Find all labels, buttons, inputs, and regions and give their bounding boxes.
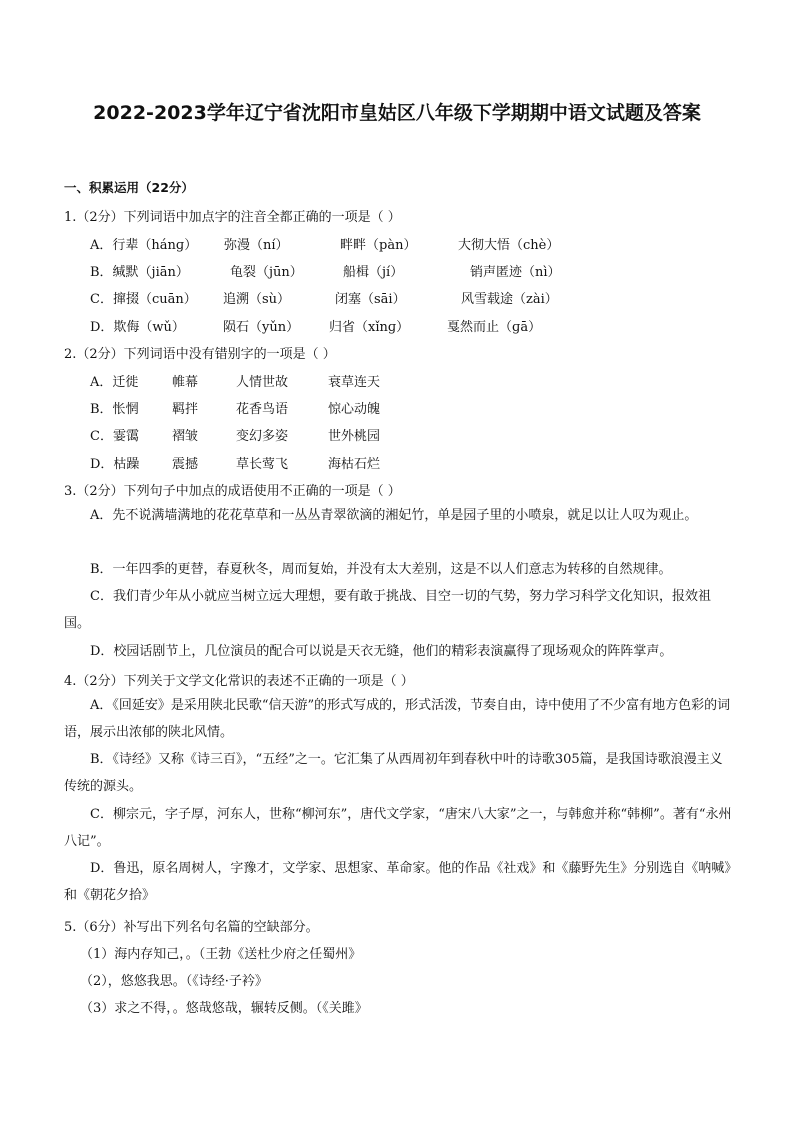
question-4-option-a: A．《回延安》是采用陕北民歌“信天游”的形式写成的，形式活泼，节奏自由，诗中使用了不少富有地方色彩的词语，展示出浓郁的陕北风情。 [64,698,731,740]
question-3-option-d: D．校园话剧节上，几位演员的配合可以说是天衣无缝，他们的精彩表演赢得了现场观众的阵阵掌声。 [90,644,673,659]
question-2-option-d: D．枯躁 震撼 草长莺飞 海枯石烂 [90,457,381,472]
question-1-stem: 1.（2分）下列词语中加点字的注音全都正确的一项是（ ） [64,210,401,225]
question-3-option-a: A．先不说满墙满地的花花草草和一丛丛青翠欲滴的湘妃竹，单是园子里的小喷泉，就足以让人叹为观止。 [90,508,698,523]
question-1-option-d: D．欺侮（wǔ） 陨石（yǔn） 归省（xǐnɡ） 戛然而止（ɡā） [90,320,542,335]
question-4-option-b: B．《诗经》又称《诗三百》，“五经”之一。它汇集了从西周初年到春秋中叶的诗歌305篇，是我国诗歌浪漫主义传统的源头。 [64,752,723,794]
question-4-option-d: D．鲁迅，原名周树人，字豫才，文学家、思想家、革命家。他的作品《社戏》和《藤野先生》分别选自《呐喊》和《朝花夕拾》 [64,861,731,903]
question-4-stem: 4.（2分）下列关于文学文化常识的表述不正确的一项是（ ） [64,674,414,689]
question-3-option-c: C．我们青少年从小就应当树立远大理想，要有敢于挑战、目空一切的气势，努力学习科学文化知识，报效祖国。 [64,589,711,631]
question-2-stem: 2.（2分）下列词语中没有错别字的一项是（ ） [64,347,336,362]
question-2-option-b: B．怅惘 羁拌 花香鸟语 惊心动魄 [90,402,381,417]
question-3-stem: 3.（2分）下列句子中加点的成语使用不正确的一项是（ ） [64,484,401,499]
question-5-stem: 5.（6分）补写出下列名句名篇的空缺部分。 [64,920,319,935]
question-2-option-c: C．霎霭 褶皱 变幻多姿 世外桃园 [90,429,381,444]
question-1-option-c: C．撺掇（cuān） 追溯（sù） 闭塞（sāi） 风雪载途（zài） [90,292,558,307]
question-5-item-1: （1）海内存知己，。（王勃《送杜少府之任蜀州》 [80,947,362,962]
question-4-option-c: C．柳宗元，字子厚，河东人，世称“柳河东”，唐代文学家，“唐宋八大家”之一，与韩愈并称“韩柳”。著有“永州八记”。 [64,807,732,849]
question-5-item-2: （2），悠悠我思。（《诗经·子衿》 [80,974,268,989]
question-3-option-b: B．一年四季的更替，春夏秋冬，周而复始，并没有太大差别，这是不以人们意志为转移的自然规律。 [90,562,672,577]
question-1-option-a: A．行辈（hánɡ） 弥漫（ní） 畔畔（pàn） 大彻大悟（chè） [90,238,560,253]
section-heading: 一、积累运用（22分） [64,180,194,195]
question-5-item-3: （3）求之不得，。悠哉悠哉，辗转反侧。（《关雎》 [80,1001,368,1016]
question-2-option-a: A．迁徙 帷幕 人情世故 衰草连天 [90,375,381,390]
page-title: 2022-2023学年辽宁省沈阳市皇姑区八年级下学期期中语文试题及答案 [93,102,701,124]
question-1-option-b: B．缄默（jiān） 龟裂（jūn） 船楫（jí） 销声匿迹（nì） [90,265,561,280]
